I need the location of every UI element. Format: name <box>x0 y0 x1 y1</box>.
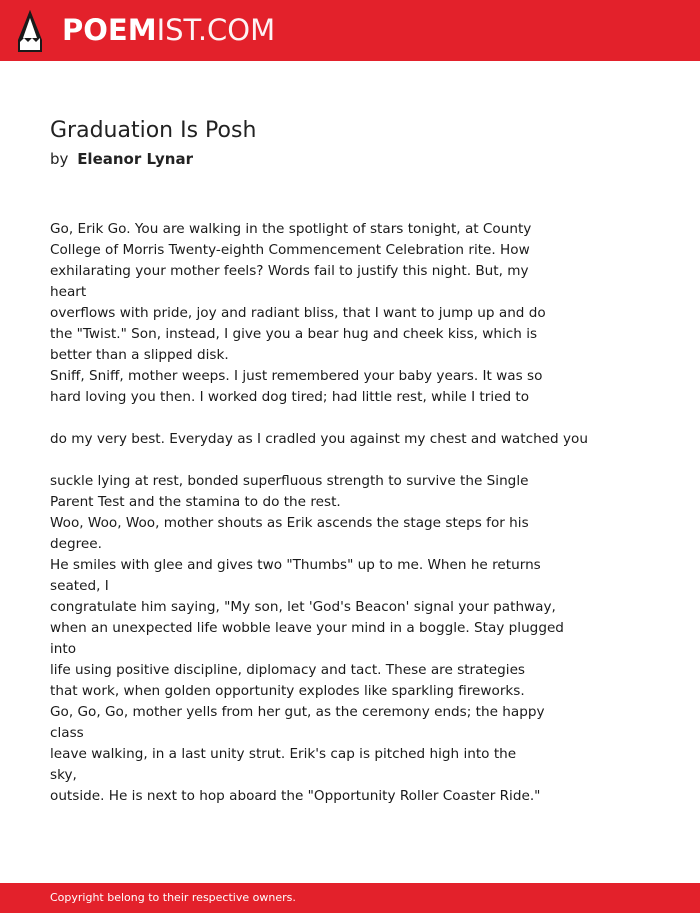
poem-line: the "Twist." Son, instead, I give you a bear hug and cheek kiss, which is <box>50 326 538 342</box>
poem-line: outside. He is next to hop aboard the "Opportunity Roller Coaster Ride." <box>50 788 541 804</box>
copyright-notice: Copyright belong to their respective owners. <box>50 891 296 904</box>
poem-line: life using positive discipline, diplomacy and tact. These are strategies <box>50 662 526 678</box>
author-name: Eleanor Lynar <box>77 150 193 168</box>
poem-line: exhilarating your mother feels? Words fail to justify this night. But, my <box>50 263 529 279</box>
by-label: by <box>50 150 69 168</box>
pencil-icon[interactable] <box>18 10 42 52</box>
poem-line: He smiles with glee and gives two "Thumbs" up to me. When he returns <box>50 557 541 573</box>
poem-line: do my very best. Everyday as I cradled you against my chest and watched you <box>50 431 588 447</box>
poem-line: Parent Test and the stamina to do the rest. <box>50 494 341 510</box>
poem-line <box>50 408 650 429</box>
poem-line: class <box>50 725 84 741</box>
poem-line: overflows with pride, joy and radiant bliss, that I want to jump up and do <box>50 305 546 321</box>
poem-line: that work, when golden opportunity explodes like sparkling fireworks. <box>50 683 525 699</box>
logo-light-text: IST.COM <box>156 13 276 47</box>
logo-bold-text: POEM <box>62 13 157 47</box>
poem-body <box>50 219 650 807</box>
poem-line <box>50 450 650 471</box>
poem-line: into <box>50 641 77 657</box>
poem-line: leave walking, in a last unity strut. Erik's cap is pitched high into the <box>50 746 517 762</box>
site-header <box>0 0 700 61</box>
poem-line: Woo, Woo, Woo, mother shouts as Erik ascends the stage steps for his <box>50 515 529 531</box>
byline <box>50 149 193 169</box>
poem-line: when an unexpected life wobble leave your mind in a boggle. Stay plugged <box>50 620 564 636</box>
poem-line: suckle lying at rest, bonded superfluous strength to survive the Single <box>50 473 529 489</box>
poem-line: College of Morris Twenty-eighth Commencement Celebration rite. How <box>50 242 530 258</box>
site-logo[interactable] <box>62 12 275 48</box>
poem-line: seated, I <box>50 578 109 594</box>
site-footer <box>0 883 700 913</box>
poem-line: Go, Go, Go, mother yells from her gut, as the ceremony ends; the happy <box>50 704 545 720</box>
poem-line: degree. <box>50 536 102 552</box>
poem-line: better than a slipped disk. <box>50 347 229 363</box>
poem-line: sky, <box>50 767 77 783</box>
poem-line: Sniff, Sniff, mother weeps. I just remembered your baby years. It was so <box>50 368 543 384</box>
poem-line: hard loving you then. I worked dog tired; had little rest, while I tried to <box>50 389 530 405</box>
poem-line: Go, Erik Go. You are walking in the spotlight of stars tonight, at County <box>50 221 532 237</box>
poem-line: heart <box>50 284 87 300</box>
poem-line: congratulate him saying, "My son, let 'God's Beacon' signal your pathway, <box>50 599 556 615</box>
poem-title: Graduation Is Posh <box>50 118 257 143</box>
